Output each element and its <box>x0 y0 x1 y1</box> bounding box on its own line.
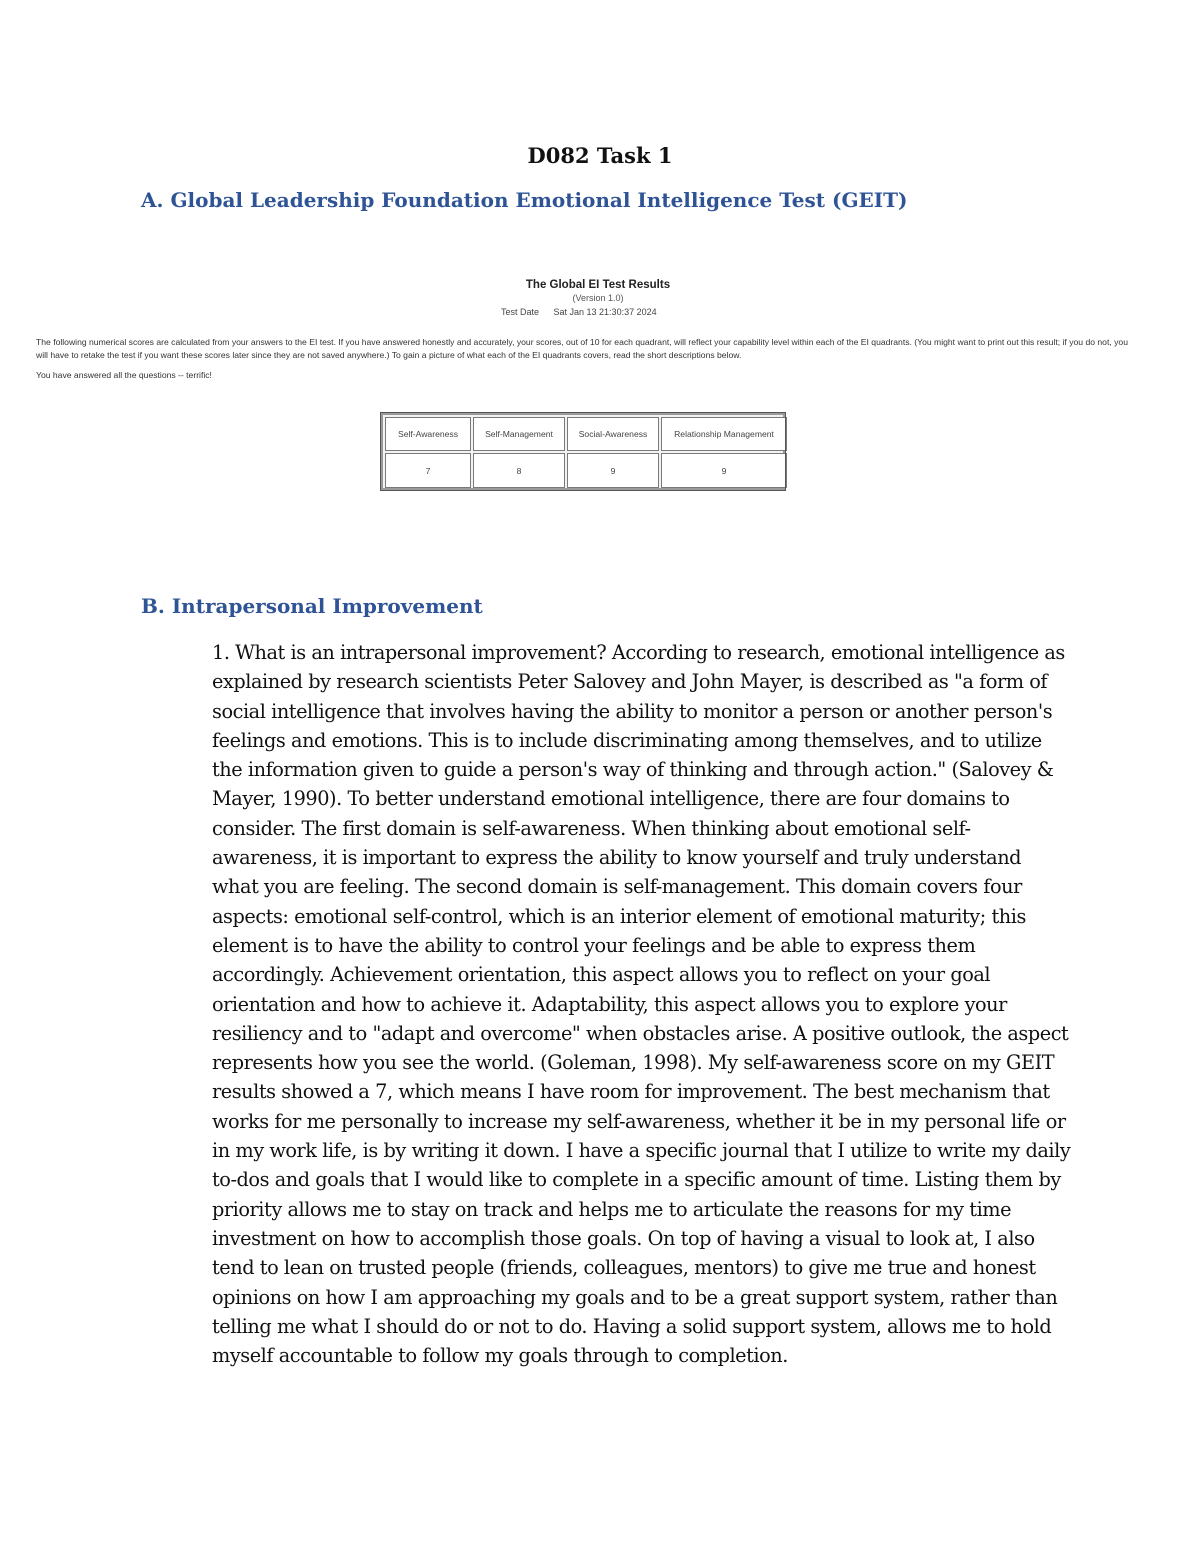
table-header-relationship-management: Relationship Management <box>661 417 787 451</box>
ei-scores-table <box>381 413 785 490</box>
ei-results-version: (Version 1.0) <box>572 293 624 303</box>
ei-results-screenshot <box>36 276 1160 496</box>
ei-test-date <box>501 307 657 317</box>
score-relationship-management: 9 <box>661 453 787 488</box>
ei-results-title: The Global EI Test Results <box>525 279 671 291</box>
score-self-awareness: 7 <box>385 453 471 488</box>
ei-intro-text: The following numerical scores are calculated from your answers to the EI test. If you have answered honestly and accurately, your scores, out of 10 for each quadrant, will reflect your capability level within each of the EI quadrants. (You might want to print out this result; if you do not, you will have to retake the test if you want these scores later since they are not saved anywhere.) To gain a picture of what each of the EI quadrants covers, read the short descriptions below. <box>36 337 1128 360</box>
document-title: D082 Task 1 <box>527 143 673 168</box>
table-header-self-awareness: Self-Awareness <box>385 417 471 451</box>
section-b-heading: B. Intrapersonal Improvement <box>141 594 483 618</box>
score-social-awareness: 9 <box>567 453 659 488</box>
score-self-management: 8 <box>473 453 565 488</box>
test-date-value: Sat Jan 13 21:30:37 2024 <box>553 307 657 317</box>
section-a-heading: A. Global Leadership Foundation Emotional Intelligence Test (GEIT) <box>141 188 908 212</box>
test-date-label: Test Date <box>501 307 540 317</box>
table-header-social-awareness: Social-Awareness <box>567 417 659 451</box>
ei-answered-text: You have answered all the questions -- terrific! <box>36 370 212 380</box>
body-paragraph: 1. What is an intrapersonal improvement? According to research, emotional intelligence as explained by research scientists Peter Salovey and John Mayer, is described as "a form of social intelligence that involves having the ability to monitor a person or another person's feelings and emotions. This is to include discriminating among themselves, and to utilize the information given to guide a person's way of thinking and through action." (Salovey & Mayer, 1990). To better understand emotional intelligence, there are four domains to consider. The first domain is self-awareness. When thinking about emotional self-awareness, it is important to express the ability to know yourself and truly understand what you are feeling. The second domain is self-management. This domain covers four aspects: emotional self-control, which is an interior element of emotional maturity; this element is to have the ability to control your feelings and be able to express them accordingly. Achievement orientation, this aspect allows you to reflect on your goal orientation and how to achieve it. Adaptability, this aspect allows you to explore your resiliency and to "adapt and overcome" when obstacles arise. A positive outlook, the aspect represents how you see the world. (Goleman, 1998). My self-awareness score on my GEIT results showed a 7, which means I have room for improvement. The best mechanism that works for me personally to increase my self-awareness, whether it be in my personal life or in my work life, is by writing it down. I have a specific journal that I utilize to write my daily to-dos and goals that I would like to complete in a specific amount of time. Listing them by priority allows me to stay on track and helps me to articulate the reasons for my time investment on how to accomplish those goals. On top of having a visual to look at, I also tend to lean on trusted people (friends, colleagues, mentors) to give me true and honest opinions on how I am approaching my goals and to be a great support system, rather than telling me what I should do or not to do. Having a solid support system, allows me to hold myself accountable to follow my goals through to completion. <box>212 641 1071 1368</box>
table-header-self-management: Self-Management <box>473 417 565 451</box>
